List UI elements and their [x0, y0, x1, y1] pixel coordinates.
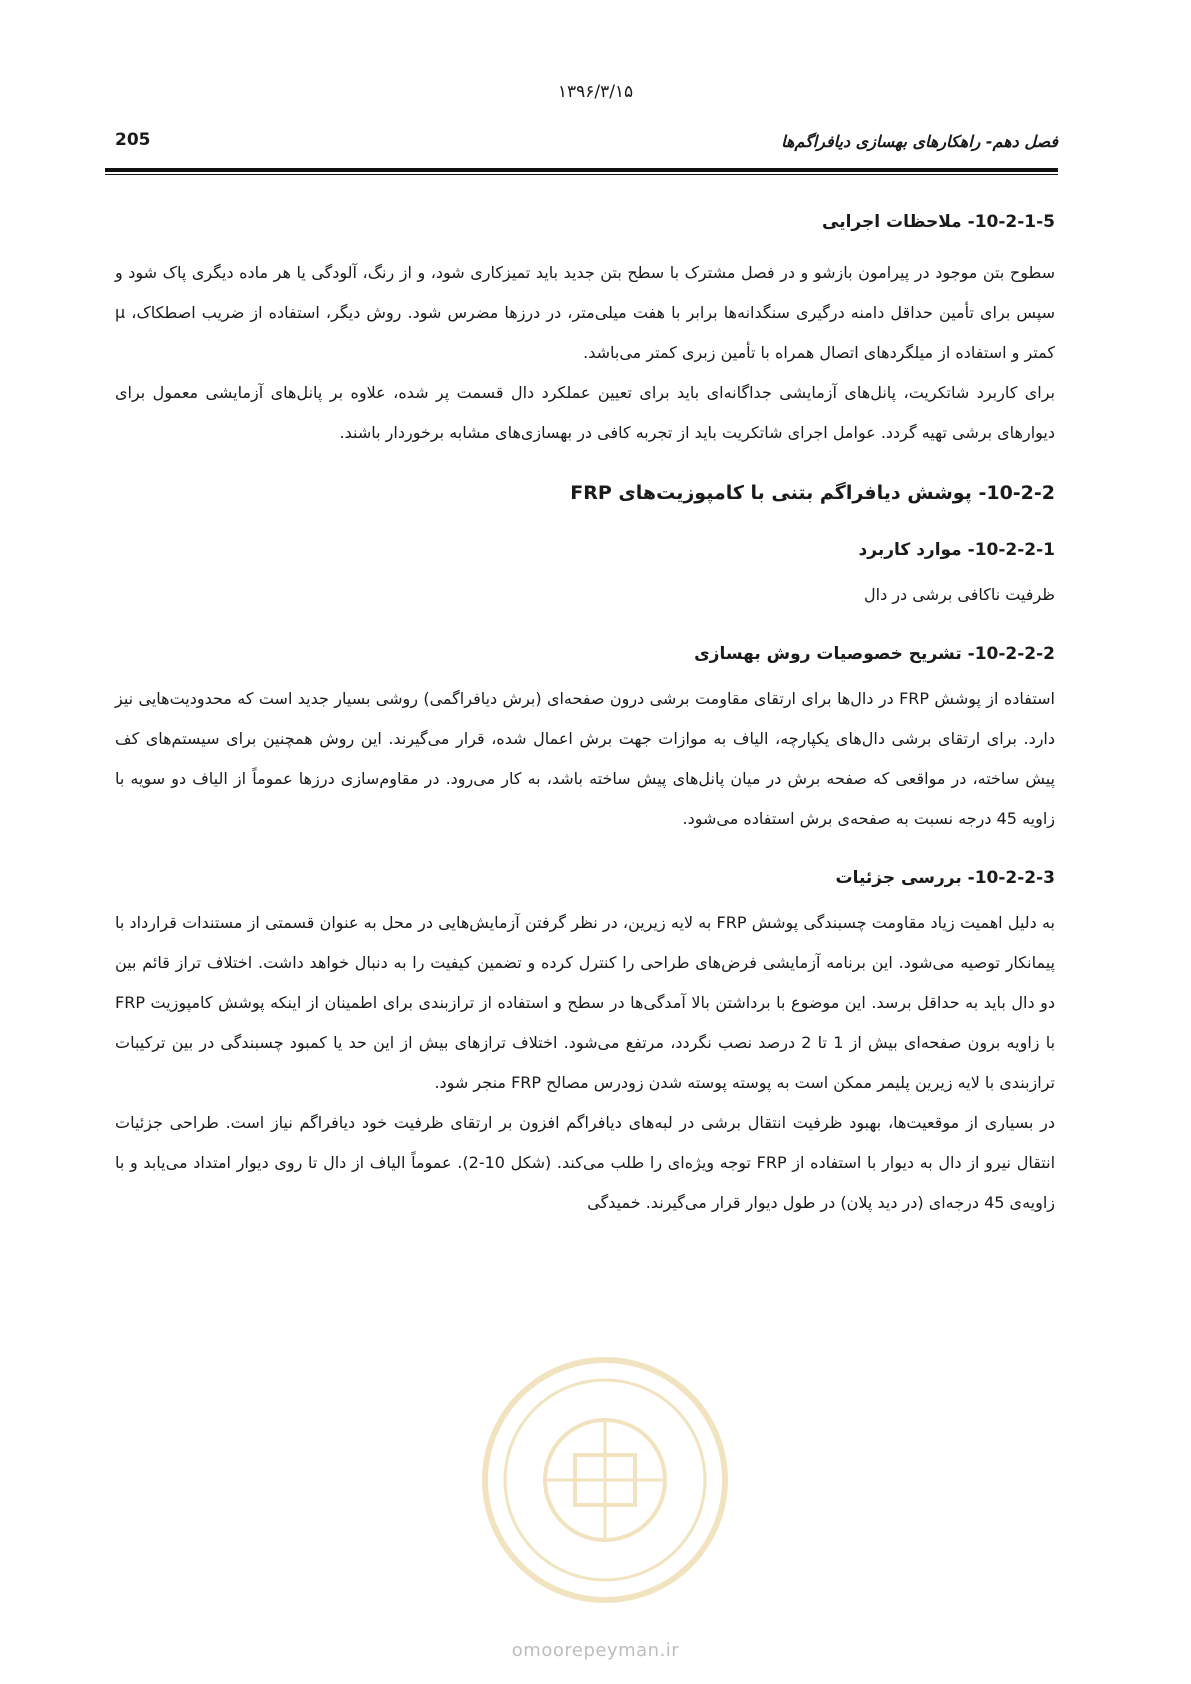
paragraph: برای کاربرد شاتکریت، پانل‌های آزمایشی جداگانه‌ای باید برای تعیین عملکرد دال قسمت پر شده، علاوه بر پانل‌های آزمایشی معمول برای دیوارهای برشی تهیه گردد. عوامل اجرای شاتکریت باید از تجربه کافی در بهسازی‌های مشابه برخوردار باشند. [115, 383, 1055, 442]
paragraph: ظرفیت ناکافی برشی در دال [864, 585, 1055, 604]
section-heading: 10-2-1-5- ملاحظات اجرایی [822, 212, 1055, 232]
section-heading-major: 10-2-2- پوشش دیافراگم بتنی با کامپوزیت‌های FRP [570, 482, 1055, 504]
paragraph: استفاده از پوشش FRP در دال‌ها برای ارتقای مقاومت برشی درون صفحه‌ای (برش دیافراگمی) روشی بسیار جدید است که محدودیت‌هایی نیز دارد. برای ارتقای برشی دال‌های یکپارچه، الیاف به موازات جهت برش اعمال شده، قرار می‌گیرند. این روش همچنین برای سیستم‌های کف پیش ساخته، در مواقعی که صفحه برش در میان پانل‌های پیش ساخته باشد، به کار می‌رود. در مقاوم‌سازی درزها عموماً از الیاف دو سویه با زاویه 45 درجه نسبت به صفحه‌ی برش استفاده می‌شود. [115, 689, 1055, 828]
paragraph: به دلیل اهمیت زیاد مقاومت چسبندگی پوشش FRP به لایه زیرین، در نظر گرفتن آزمایش‌هایی در محل به عنوان قسمتی از مستندات قرارداد با پیمانکار توصیه می‌شود. این برنامه آزمایشی فرض‌های طراحی را کنترل کرده و تضمین کیفیت را به دنبال خواهد داشت. اختلاف تراز قائم بین دو دال باید به حداقل برسد. این موضوع با برداشتن بالا آمدگی‌ها در سطح و استفاده از ترازبندی برای اطمینان از اینکه پوشش کامپوزیت FRP با زاویه برون صفحه‌ای بیش از 1 تا 2 درصد نصب نگردد، مرتفع می‌شود. اختلاف ترازهای بیش از این حد یا کمبود چسبندگی در بین ترکیبات ترازبندی با لایه زیرین پلیمر ممکن است به پوسته پوسته شدن زودرس مصالح FRP منجر شود. [115, 913, 1056, 1092]
section-heading: 10-2-2-3- بررسی جزئیات [835, 868, 1055, 888]
page-header [105, 130, 1058, 160]
page-date: ۱۳۹۶/۳/۱۵ [557, 82, 634, 102]
section-heading: 10-2-2-1- موارد کاربرد [858, 540, 1055, 560]
header-rule-thick [105, 168, 1058, 172]
chapter-title: فصل دهم- راهکارهای بهسازی دیافراگم‌ها [781, 132, 1058, 151]
document-body [115, 205, 1055, 1223]
header-rule-thin [105, 174, 1058, 175]
paragraph: در بسیاری از موقعیت‌ها، بهبود ظرفیت انتقال برشی در لبه‌های دیافراگم افزون بر ارتقای ظرفیت خود دیافراگم نیاز است. طراحی جزئیات انتقال نیرو از دال به دیوار با استفاده از FRP توجه ویژه‌ای را طلب می‌کند. (شکل 10-2). عموماً الیاف از دال تا روی دیوار امتداد می‌یابد و با زاویه‌ی 45 درجه‌ای (در دید پلان) در طول دیوار قرار می‌گیرند. خمیدگی [115, 1113, 1056, 1212]
watermark-site-text: omoorepeyman.ir [511, 1640, 680, 1661]
section-heading: 10-2-2-2- تشریح خصوصیات روش بهسازی [694, 644, 1055, 664]
page-number: 205 [115, 130, 151, 150]
paragraph: سطوح بتن موجود در پیرامون بازشو و در فصل مشترک با سطح بتن جدید باید تمیزکاری شود، و از رنگ، آلودگی یا هر ماده دیگری پاک شود و سپس برای تأمین حداقل دامنه درگیری سنگدانه‌ها برابر با هفت میلی‌متر، در درزها مضرس شود. روش دیگر، استفاده از ضریب اصطکاک، μ کمتر و استفاده از میلگردهای اتصال همراه با تأمین زبری کمتر می‌باشد. [115, 263, 1055, 362]
seal-watermark-icon [475, 1350, 735, 1610]
